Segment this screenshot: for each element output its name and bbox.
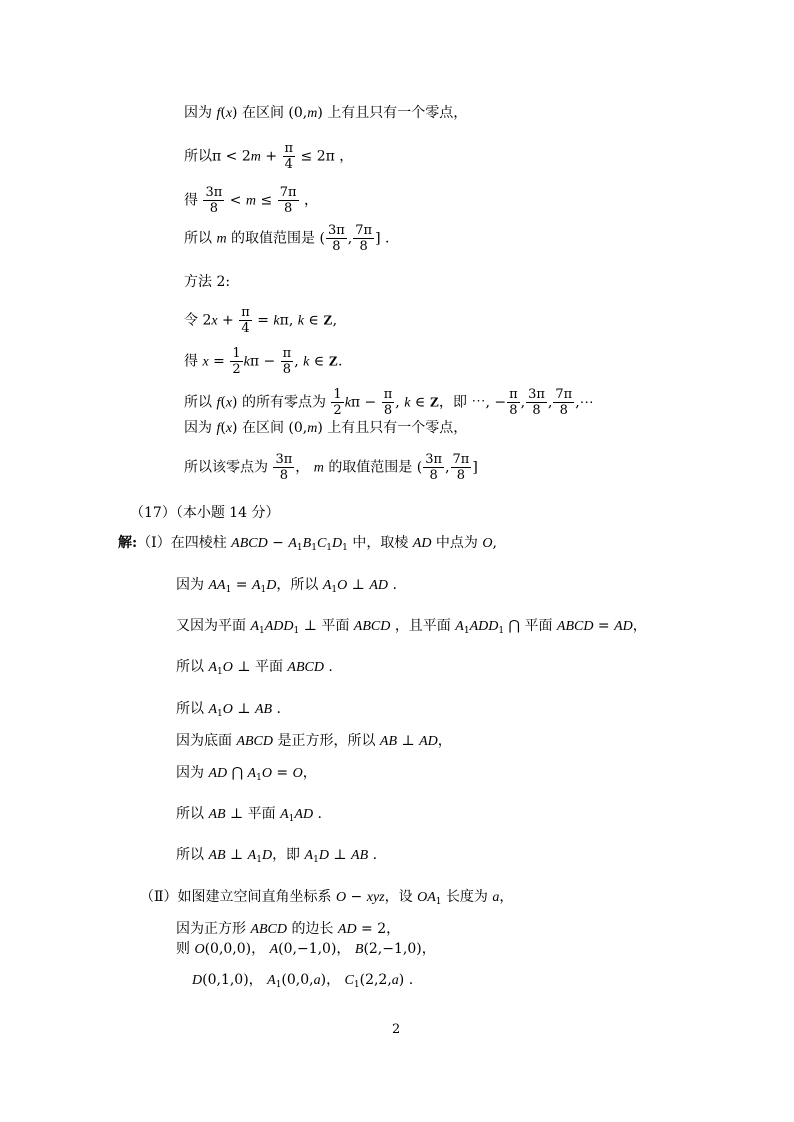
q17-line-2: 因为 $AA_1 = A_1D$，所以 $A_1O$ ⊥ AD . [176, 577, 397, 595]
question-17-header: （17）（本小题 14 分） [130, 505, 280, 521]
q17-line-8: 所以 AB ⊥ 平面 $A_1AD$ . [176, 806, 322, 824]
page-number: 2 [392, 1022, 401, 1037]
m1-line-2: 所以π < 2m + $\frac{\pi}{4}$ ≤ 2π ， [184, 141, 354, 172]
m2-line-2: 得 x = $\frac{1}{2}$ kπ − $\frac{\pi}{8}$ , k ∈ Z. [184, 346, 343, 377]
q17-line-6: 因为底面 ABCD 是正方形，所以 AB ⊥ AD， [176, 733, 452, 749]
m1-line-3: 得 $\frac{3\pi}{8}$ < m ≤ $\frac{7\pi}{8}$ ， [184, 185, 318, 216]
q17-line-9: 所以 AB ⊥ $A_1D$，即 $A_1D$ ⊥ AB . [176, 847, 378, 865]
q17-part1-intro: 解:（Ⅰ）在四棱柱 ABCD − $A_1B_1C_1D_1$ 中，取棱 AD 中点为 O, [118, 535, 497, 553]
q17-line-5: 所以 $A_1O$ ⊥ AB . [176, 701, 281, 719]
method-2-title: 方法 2: [184, 274, 231, 290]
m2-line-4: 因为 f(x) 在区间 (0,m) 上有且只有一个零点， [184, 420, 468, 436]
q17-line-3: 又因为平面 $A_1ADD_1$ ⊥ 平面 ABCD ，且平面 $A_1ADD_1$ ⋂ 平面 ABCD = AD， [176, 618, 647, 636]
m2-line-1: 令 2x + $\frac{\pi}{4}$ = kπ, k ∈ Z, [184, 305, 338, 336]
m2-line-5: 所以该零点为 $\frac{3\pi}{8}$ ， m 的取值范围是 ( $\frac{3\pi}{8}$ , $\frac{7\pi}{8}$ ] [184, 452, 478, 483]
q17-line-12: 则 O(0,0,0)， A(0,−1,0)， B(2,−1,0)， [176, 941, 436, 957]
q17-part2-intro: （Ⅱ）如图建立空间直角坐标系 O − xyz，设 $OA_1$ 长度为 a， [140, 889, 514, 907]
m1-line-1: 因为 f(x) 在区间 (0,m) 上有且只有一个零点， [184, 105, 468, 121]
m1-line-4: 所以 m 的取值范围是 ( $\frac{3\pi}{8}$ , $\frac{7\pi}{8}$ ] . [184, 223, 390, 254]
q17-line-11: 因为正方形 ABCD 的边长 AD = 2， [176, 921, 401, 937]
q17-line-13: D(0,1,0)， $A_1(0,0,a)$， $C_1(2,2,a)$ . [192, 972, 414, 990]
q17-line-4: 所以 $A_1O$ ⊥ 平面 ABCD . [176, 659, 333, 677]
q17-line-7: 因为 AD ⋂ $A_1O = O$， [176, 765, 317, 783]
m2-line-3: 所以 f(x) 的所有零点为 $\frac{1}{2}$ kπ − $\frac{\pi}{8}$ , k ∈ Z，即 ⋯, − $\frac{\pi}{8}$ , $\frac{3\pi}{8}$ , $\frac{7\pi}{8}$ ,⋯ [184, 387, 594, 418]
